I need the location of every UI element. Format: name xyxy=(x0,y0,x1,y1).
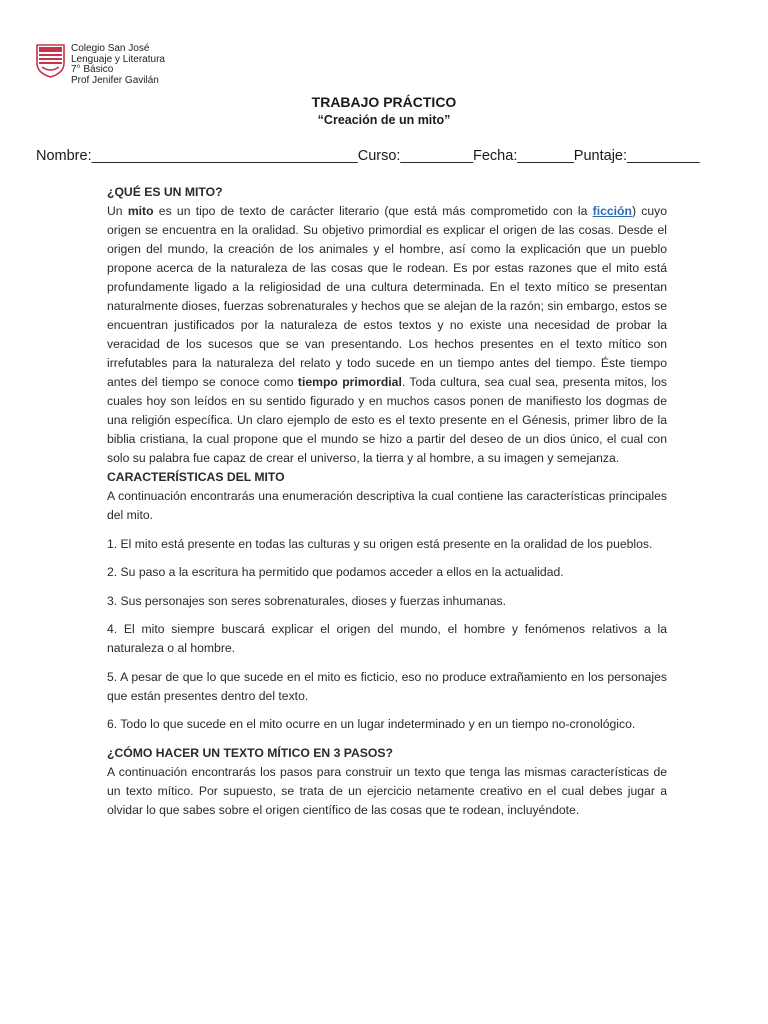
definition-paragraph xyxy=(107,202,667,468)
nombre-field[interactable]: Nombre:_________________________________ xyxy=(36,148,358,164)
list-item: 1. El mito está presente en todas las culturas y su origen está presente en la oralidad de los pueblos. xyxy=(107,536,653,551)
section-heading-que-es: ¿QUÉ ES UN MITO? xyxy=(107,185,223,199)
fecha-field[interactable]: Fecha:_______ xyxy=(473,148,574,164)
list-item: 4. El mito siempre buscará explicar el origen del mundo, el hombre y fenómenos relativos a la naturaleza o al hombre. xyxy=(107,622,667,655)
mito-term: mito xyxy=(127,204,154,218)
page-title: TRABAJO PRÁCTICO xyxy=(311,94,457,110)
tiempo-primordial-term: tiempo primordial xyxy=(297,375,402,389)
list-item: 3. Sus personajes son seres sobrenaturales, dioses y fuerzas inhumanas. xyxy=(107,593,507,608)
text-run: ) cuyo origen se encuentra en la oralidad. Su objetivo primordial es explicar el origen de las cosas. Desde el origen del mundo, la creación de los animales y el hombre, así como la explicación que un pueblo propone acerca de la naturaleza de las cosas que le rodean. Es por estas razones que el mito está profundamente ligado a la religiosidad de una cultura determinada. En el texto mítico se presentan naturalmente dioses, fuerzas sobrenaturales y hechos que se alejan de la razón; sin embargo, estos se encuentran justificados por la naturaleza de estos textos y no existe una necesidad de probar la veracidad de los sucesos que se van presentando. Los hechos presentes en el texto mítico son irrefutables para la naturaleza del relato y todo sucede en un tiempo antes del tiempo. Éste tiempo antes del tiempo se conoce como xyxy=(107,204,667,389)
subject-name: Lenguaje y Literatura xyxy=(71,53,165,65)
page-subtitle: “Creación de un mito” xyxy=(317,113,451,127)
text-run: . Toda cultura, sea cual sea, presenta mitos, los cuales hoy son leídos en su sentido figurado y en muchos casos ponen de manifiesto los dogmas de una religión específica. Un claro ejemplo de esto es el texto presente en el Génesis, primer libro de la biblia cristiana, la cual propone que el mundo se hizo a partir del deseo de un dios único, el cual con solo su palabra fue capaz de crear el universo, la tierra y al hombre, a su imagen y semejanza. xyxy=(107,375,667,465)
document-body xyxy=(107,183,667,820)
list-item: 2. Su paso a la escritura ha permitido que podamos acceder a ellos en la actualidad. xyxy=(107,565,564,579)
school-header xyxy=(71,44,165,86)
section-heading-caracteristicas: CARACTERÍSTICAS DEL MITO xyxy=(107,470,285,484)
school-name: Colegio San José xyxy=(71,43,150,54)
section-heading-como-hacer: ¿CÓMO HACER UN TEXTO MÍTICO EN 3 PASOS? xyxy=(107,745,393,760)
ficcion-link[interactable]: ficción xyxy=(592,204,632,218)
puntaje-field[interactable]: Puntaje:_________ xyxy=(573,148,700,164)
list-item: 5. A pesar de que lo que sucede en el mito es ficticio, eso no produce extrañamiento en los personajes que están presentes dentro del texto. xyxy=(107,669,667,703)
teacher-name: Prof Jenifer Gavilán xyxy=(71,74,159,86)
characteristics-intro: A continuación encontrarás una enumeración descriptiva la cual contiene las características principales del mito. xyxy=(107,489,667,522)
text-run: es un tipo de texto de carácter literario (que está más comprometido con la xyxy=(153,204,593,218)
text-run: Un xyxy=(107,204,128,218)
student-info-line xyxy=(36,148,734,164)
curso-field[interactable]: Curso:_________ xyxy=(357,148,474,164)
list-item: 6. Todo lo que sucede en el mito ocurre en un lugar indeterminado y en un tiempo no-cronológico. xyxy=(107,717,636,731)
school-logo xyxy=(35,43,66,78)
steps-paragraph: A continuación encontrarás los pasos para construir un texto que tenga las mismas características de un texto mítico. Por supuesto, se trata de un ejercicio netamente creativo en el cual debes jugar a olvidar lo que sabes sobre el origen científico de las cosas que te rodean, incluyéndote. xyxy=(107,764,667,817)
grade-level: 7° Básico xyxy=(71,64,114,75)
